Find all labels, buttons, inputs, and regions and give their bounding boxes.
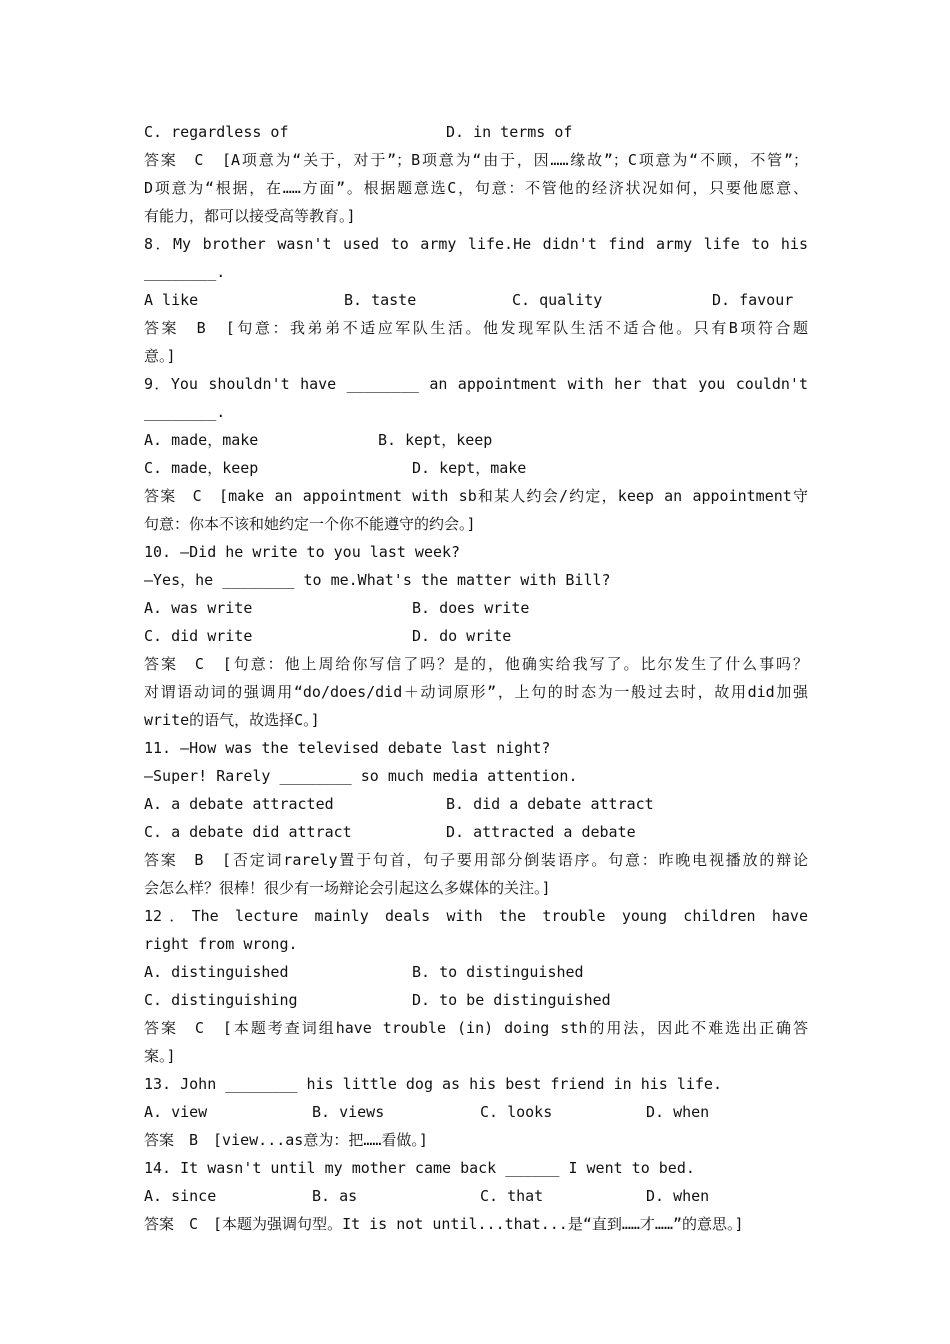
q8-stem: 8．My brother wasn't used to army life.He didn't find army life to his (144, 235, 808, 253)
q14-stem: 14. It wasn't until my mother came back ______ I went to bed. (144, 1159, 695, 1177)
q9-option-a: A. made，make (144, 431, 259, 449)
q9-answer-line: 句意：你本不该和她约定一个你不能遵守的约会。] (144, 515, 476, 533)
q7-option-d: D. in terms of (446, 123, 573, 141)
q10-option-d: D. do write (412, 627, 512, 645)
q7-answer-line: 答案 C [A项意为“关于，对于”；B项意为“由于，因……缘故”；C项意为“不顾，不管”； (144, 151, 808, 169)
q14-option-b: B. as (312, 1187, 358, 1205)
q9-stem: ________. (144, 403, 226, 421)
q13-option-b: B. views (312, 1103, 385, 1121)
q11-option-d: D. attracted a debate (446, 823, 636, 841)
q11-option-a: A. a debate attracted (144, 795, 334, 813)
q10-answer-line: write的语气，故选择C。] (144, 711, 320, 729)
q7-answer-line: 有能力，都可以接受高等教育。] (144, 207, 356, 225)
document-page (144, 118, 808, 1238)
q9-option-b: B. kept，keep (378, 431, 493, 449)
q10-option-b: B. does write (412, 599, 530, 617)
q11-stem: 11. —How was the televised debate last night? (144, 739, 551, 757)
q12-option-b: B. to distinguished (412, 963, 584, 981)
q13-option-c: C. looks (480, 1103, 553, 1121)
q11-options-row (144, 790, 808, 818)
q14-answer-line: 答案 C [本题为强调句型。It is not until...that...是“直到……才……”的意思。] (144, 1215, 744, 1233)
q12-option-d: D. to be distinguished (412, 991, 611, 1009)
q12-stem: 12．The lecture mainly deals with the trouble young children have (144, 907, 808, 925)
q11-answer-line: 答案 B [否定词rarely置于句首，句子要用部分倒装语序。句意：昨晚电视播放的辩论 (144, 851, 808, 869)
q9-options-row (144, 454, 808, 482)
q14-option-c: C. that (480, 1187, 544, 1205)
q12-options-row (144, 986, 808, 1014)
q9-option-c: C. made，keep (144, 459, 259, 477)
q12-option-a: A. distinguished (144, 963, 289, 981)
q11-answer-line: 会怎么样？很棒！很少有一场辩论会引起这么多媒体的关注。] (144, 879, 551, 897)
q7-options-row (144, 118, 808, 146)
q12-answer-line: 案。] (144, 1047, 176, 1065)
q10-stem: —Yes，he ________ to me.What's the matter with Bill? (144, 571, 611, 589)
q11-options-row (144, 818, 808, 846)
q14-option-d: D. when (646, 1187, 710, 1205)
q10-answer-line: 答案 C [句意：他上周给你写信了吗？是的，他确实给我写了。比尔发生了什么事吗？ (144, 655, 808, 673)
q12-stem: right from wrong. (144, 935, 298, 953)
q7-option-c: C. regardless of (144, 123, 289, 141)
q10-options-row (144, 594, 808, 622)
q11-option-b: B. did a debate attract (446, 795, 654, 813)
q14-option-a: A. since (144, 1187, 217, 1205)
q8-answer-line: 意。] (144, 347, 176, 365)
q13-answer-line: 答案 B [view...as意为：把……看做。] (144, 1131, 428, 1149)
q8-option-b: B. taste (344, 291, 417, 309)
q13-option-a: A. view (144, 1103, 208, 1121)
q9-stem: 9．You shouldn't have ________ an appointment with her that you couldn't (144, 375, 808, 393)
q9-option-d: D. kept，make (412, 459, 527, 477)
q10-options-row (144, 622, 808, 650)
q8-answer-line: 答案 B [句意：我弟弟不适应军队生活。他发现军队生活不适合他。只有B项符合题 (144, 319, 808, 337)
q9-options-row (144, 426, 808, 454)
q12-answer-line: 答案 C [本题考查词组have trouble (in) doing sth的用法，因此不难选出正确答 (144, 1019, 808, 1037)
q10-answer-line: 对谓语动词的强调用“do/does/did＋动词原形”，上句的时态为一般过去时，故用did加强 (144, 683, 808, 701)
q8-options-row (144, 286, 808, 314)
q10-stem: 10. —Did he write to you last week? (144, 543, 461, 561)
q12-options-row (144, 958, 808, 986)
q7-answer-line: D项意为“根据，在……方面”。根据题意选C，句意：不管他的经济状况如何，只要他愿意、 (144, 179, 808, 197)
q9-answer-line: 答案 C [make an appointment with sb和某人约会/约定，keep an appointment守 (144, 487, 808, 505)
q12-option-c: C. distinguishing (144, 991, 298, 1009)
q14-options-row (144, 1182, 808, 1210)
q8-option-a: A like (144, 291, 199, 309)
q10-option-a: A. was write (144, 599, 253, 617)
q13-option-d: D. when (646, 1103, 710, 1121)
q8-option-c: C. quality (512, 291, 603, 309)
q11-stem: —Super! Rarely ________ so much media attention. (144, 767, 578, 785)
q8-stem: ________. (144, 263, 226, 281)
q11-option-c: C. a debate did attract (144, 823, 352, 841)
q10-option-c: C. did write (144, 627, 253, 645)
q8-option-d: D. favour (712, 291, 794, 309)
q13-stem: 13. John ________ his little dog as his best friend in his life. (144, 1075, 722, 1093)
q13-options-row (144, 1098, 808, 1126)
